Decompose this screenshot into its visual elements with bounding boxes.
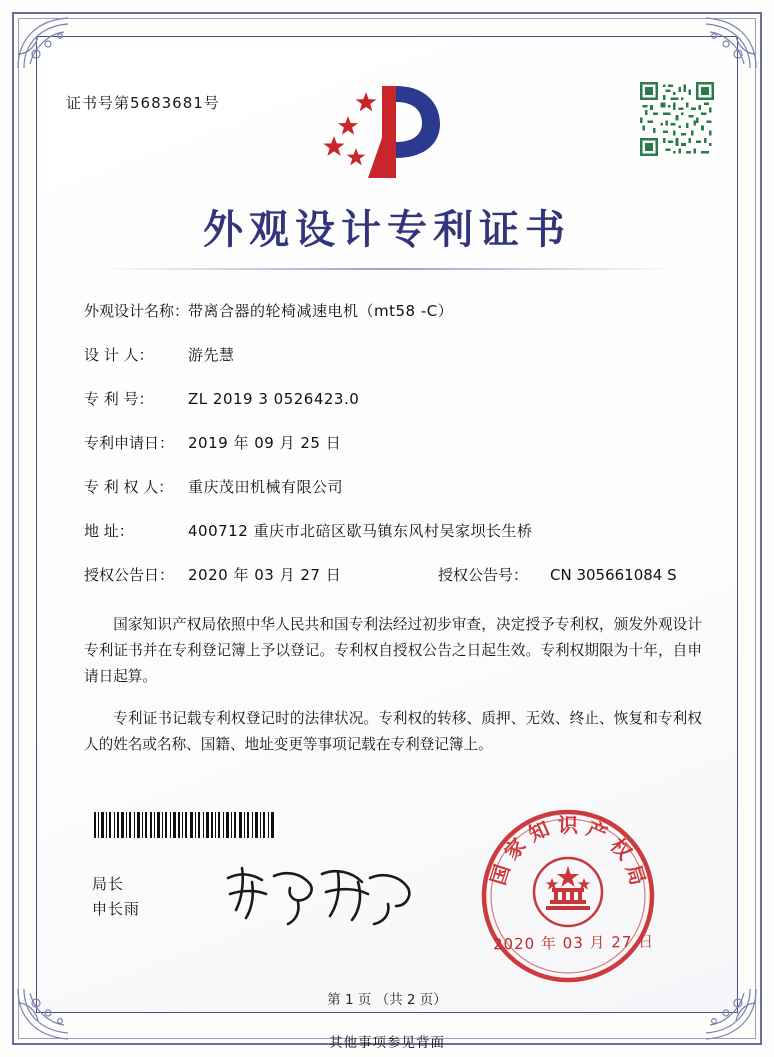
director-name: 申长雨 — [92, 900, 141, 918]
field-value: 2019 年 09 月 25 日 — [188, 434, 342, 452]
paragraph-2: 专利证书记载专利权登记时的法律状况。专利权的转移、质押、无效、终止、恢复和专利权人的姓名或名称、国籍、地址变更等事项记载在专利登记簿上。 — [84, 710, 702, 753]
field-value: 重庆茂田机械有限公司 — [188, 478, 344, 496]
signature-block — [92, 872, 140, 922]
seal-date: 2020 年 03 月 27 日 — [492, 932, 655, 954]
field-label-grant-date: 授权公告日： — [84, 566, 175, 584]
field-label: 专 利 号： — [84, 390, 154, 408]
field-patent-number — [84, 388, 704, 409]
field-label: 地 址： — [84, 522, 134, 540]
barcode — [92, 812, 278, 838]
official-seal — [480, 808, 656, 984]
footer-note: 其他事项参见背面 — [329, 1035, 445, 1051]
field-address — [84, 520, 704, 541]
qr-code — [640, 82, 714, 156]
director-label: 局长 — [92, 875, 125, 893]
field-designer — [84, 344, 704, 365]
field-grant-announcement — [84, 564, 704, 585]
field-value: 带离合器的轮椅减速电机（mt58 -C） — [188, 302, 454, 320]
field-label: 专 利 权 人： — [84, 478, 174, 496]
field-label: 专利申请日： — [84, 434, 175, 452]
field-application-date — [84, 432, 704, 453]
patent-office-emblem-icon — [322, 78, 452, 188]
field-label-announcement-number: 授权公告号： — [438, 566, 529, 584]
title-divider — [96, 268, 678, 270]
field-value-grant-date: 2020 年 03 月 27 日 — [188, 566, 342, 584]
field-label: 外观设计名称： — [84, 302, 190, 320]
body-paragraphs — [84, 612, 702, 774]
certificate-number: 证书号第5683681号 — [66, 94, 220, 112]
page-title: 外观设计专利证书 — [203, 207, 571, 253]
paragraph-1: 国家知识产权局依照中华人民共和国专利法经过初步审查，决定授予专利权，颁发外观设计专利证书并在专利登记簿上予以登记。专利权自授权公告之日起生效。专利权期限为十年，自申请日起算。 — [84, 616, 702, 685]
field-design-name — [84, 300, 704, 321]
handwritten-signature — [218, 858, 418, 928]
svg-text:国 家 知 识 产 权 局: 国 家 知 识 产 权 局 — [485, 813, 651, 888]
field-label: 设 计 人： — [84, 346, 154, 364]
field-value: ZL 2019 3 0526423.0 — [188, 390, 360, 408]
field-value: 400712 重庆市北碚区歇马镇东风村吴家坝长生桥 — [188, 522, 533, 540]
field-value-announcement-number: CN 305661084 S — [550, 566, 677, 584]
field-patentee — [84, 476, 704, 497]
field-list — [84, 300, 704, 608]
field-value: 游先慧 — [188, 346, 235, 364]
page-number: 第 1 页 （共 2 页） — [327, 992, 447, 1008]
